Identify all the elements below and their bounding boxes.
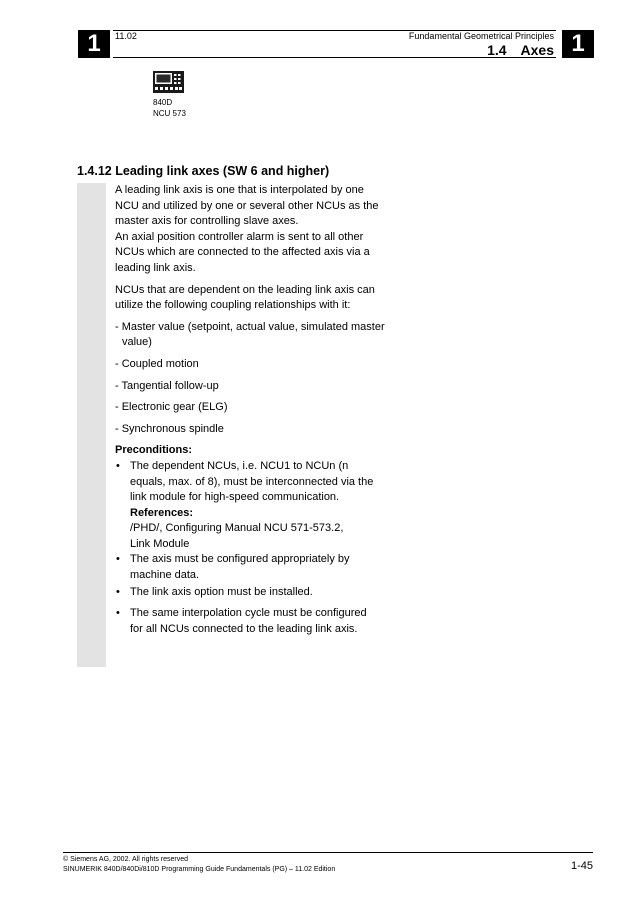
references-label: References: [130,506,193,519]
bullet-line: The dependent NCUs, i.e. NCU1 to NCUn (n [130,459,349,472]
precondition-bullet [115,606,385,637]
coupling-item: - Master value (setpoint, actual value, simulated master value) [115,320,385,349]
bullet-dot: • [116,607,120,620]
bullet-dot: • [116,553,120,566]
header-rule-bottom [113,57,556,58]
coupling-item: - Tangential follow-up [115,379,219,392]
para1-line: NCU and utilized by one or several other NCUs as the [115,199,379,212]
coupling-item: - Synchronous spindle [115,422,224,435]
precondition-bullet [115,585,385,601]
header-section-name: Axes [520,42,554,58]
para1-line: master axis for controlling slave axes. [115,215,299,228]
header-date: 11.02 [115,31,137,41]
ncu-unit-label: NCU 573 [153,109,186,118]
para2-line: NCUs that are dependent on the leading link axis can [115,283,375,296]
footer-copyright: © Siemens AG, 2002. All rights reserved [63,856,188,863]
chapter-number-right: 1 [562,30,594,58]
precondition-bullet [115,459,385,506]
footer-rule [63,852,593,853]
references-line: /PHD/, Configuring Manual NCU 571-573.2, [130,522,344,535]
para2-line: utilize the following coupling relationships with it: [115,299,351,312]
ncu-model-label: 840D [153,98,173,107]
header-section-number: 1.4 [487,42,507,58]
para1-line: An axial position controller alarm is sent to all other [115,230,364,243]
para1-line: leading link axis. [115,261,196,274]
body-text [115,183,385,637]
chapter-number-left: 1 [78,30,110,58]
para1-line: A leading link axis is one that is interpolated by one [115,184,364,196]
bullet-line: The same interpolation cycle must be configured [130,607,367,620]
bullet-line: link module for high-speed communication. [130,491,340,504]
references-line: Link Module [130,537,190,550]
bullet-dot: • [116,585,120,598]
bullet-line: machine data. [130,569,200,582]
para1-line: NCUs which are connected to the affected axis via a [115,246,370,259]
coupling-item: - Electronic gear (ELG) [115,401,228,414]
page-number: 1-45 [570,860,593,872]
bullet-line: The link axis option must be installed. [130,585,313,598]
coupling-item: - Coupled motion [115,357,199,370]
references-block [115,506,385,553]
margin-bar [77,183,106,667]
bullet-line: equals, max. of 8), must be interconnected via the [130,475,374,488]
bullet-line: The axis must be configured appropriately by [130,553,350,566]
bullet-dot: • [116,459,120,472]
control-panel-icon [153,71,184,93]
section-title: 1.4.12 Leading link axes (SW 6 and higher) [77,164,330,178]
footer-document-title: SINUMERIK 840D/840Di/810D Programming Guide Fundamentals (PG) – 11.02 Edition [63,866,336,873]
preconditions-label: Preconditions: [115,444,193,457]
header-section-heading [487,42,554,58]
precondition-bullet [115,552,385,583]
header-section-title: Fundamental Geometrical Principles [408,31,554,41]
bullet-line: for all NCUs connected to the leading link axis. [130,622,358,635]
